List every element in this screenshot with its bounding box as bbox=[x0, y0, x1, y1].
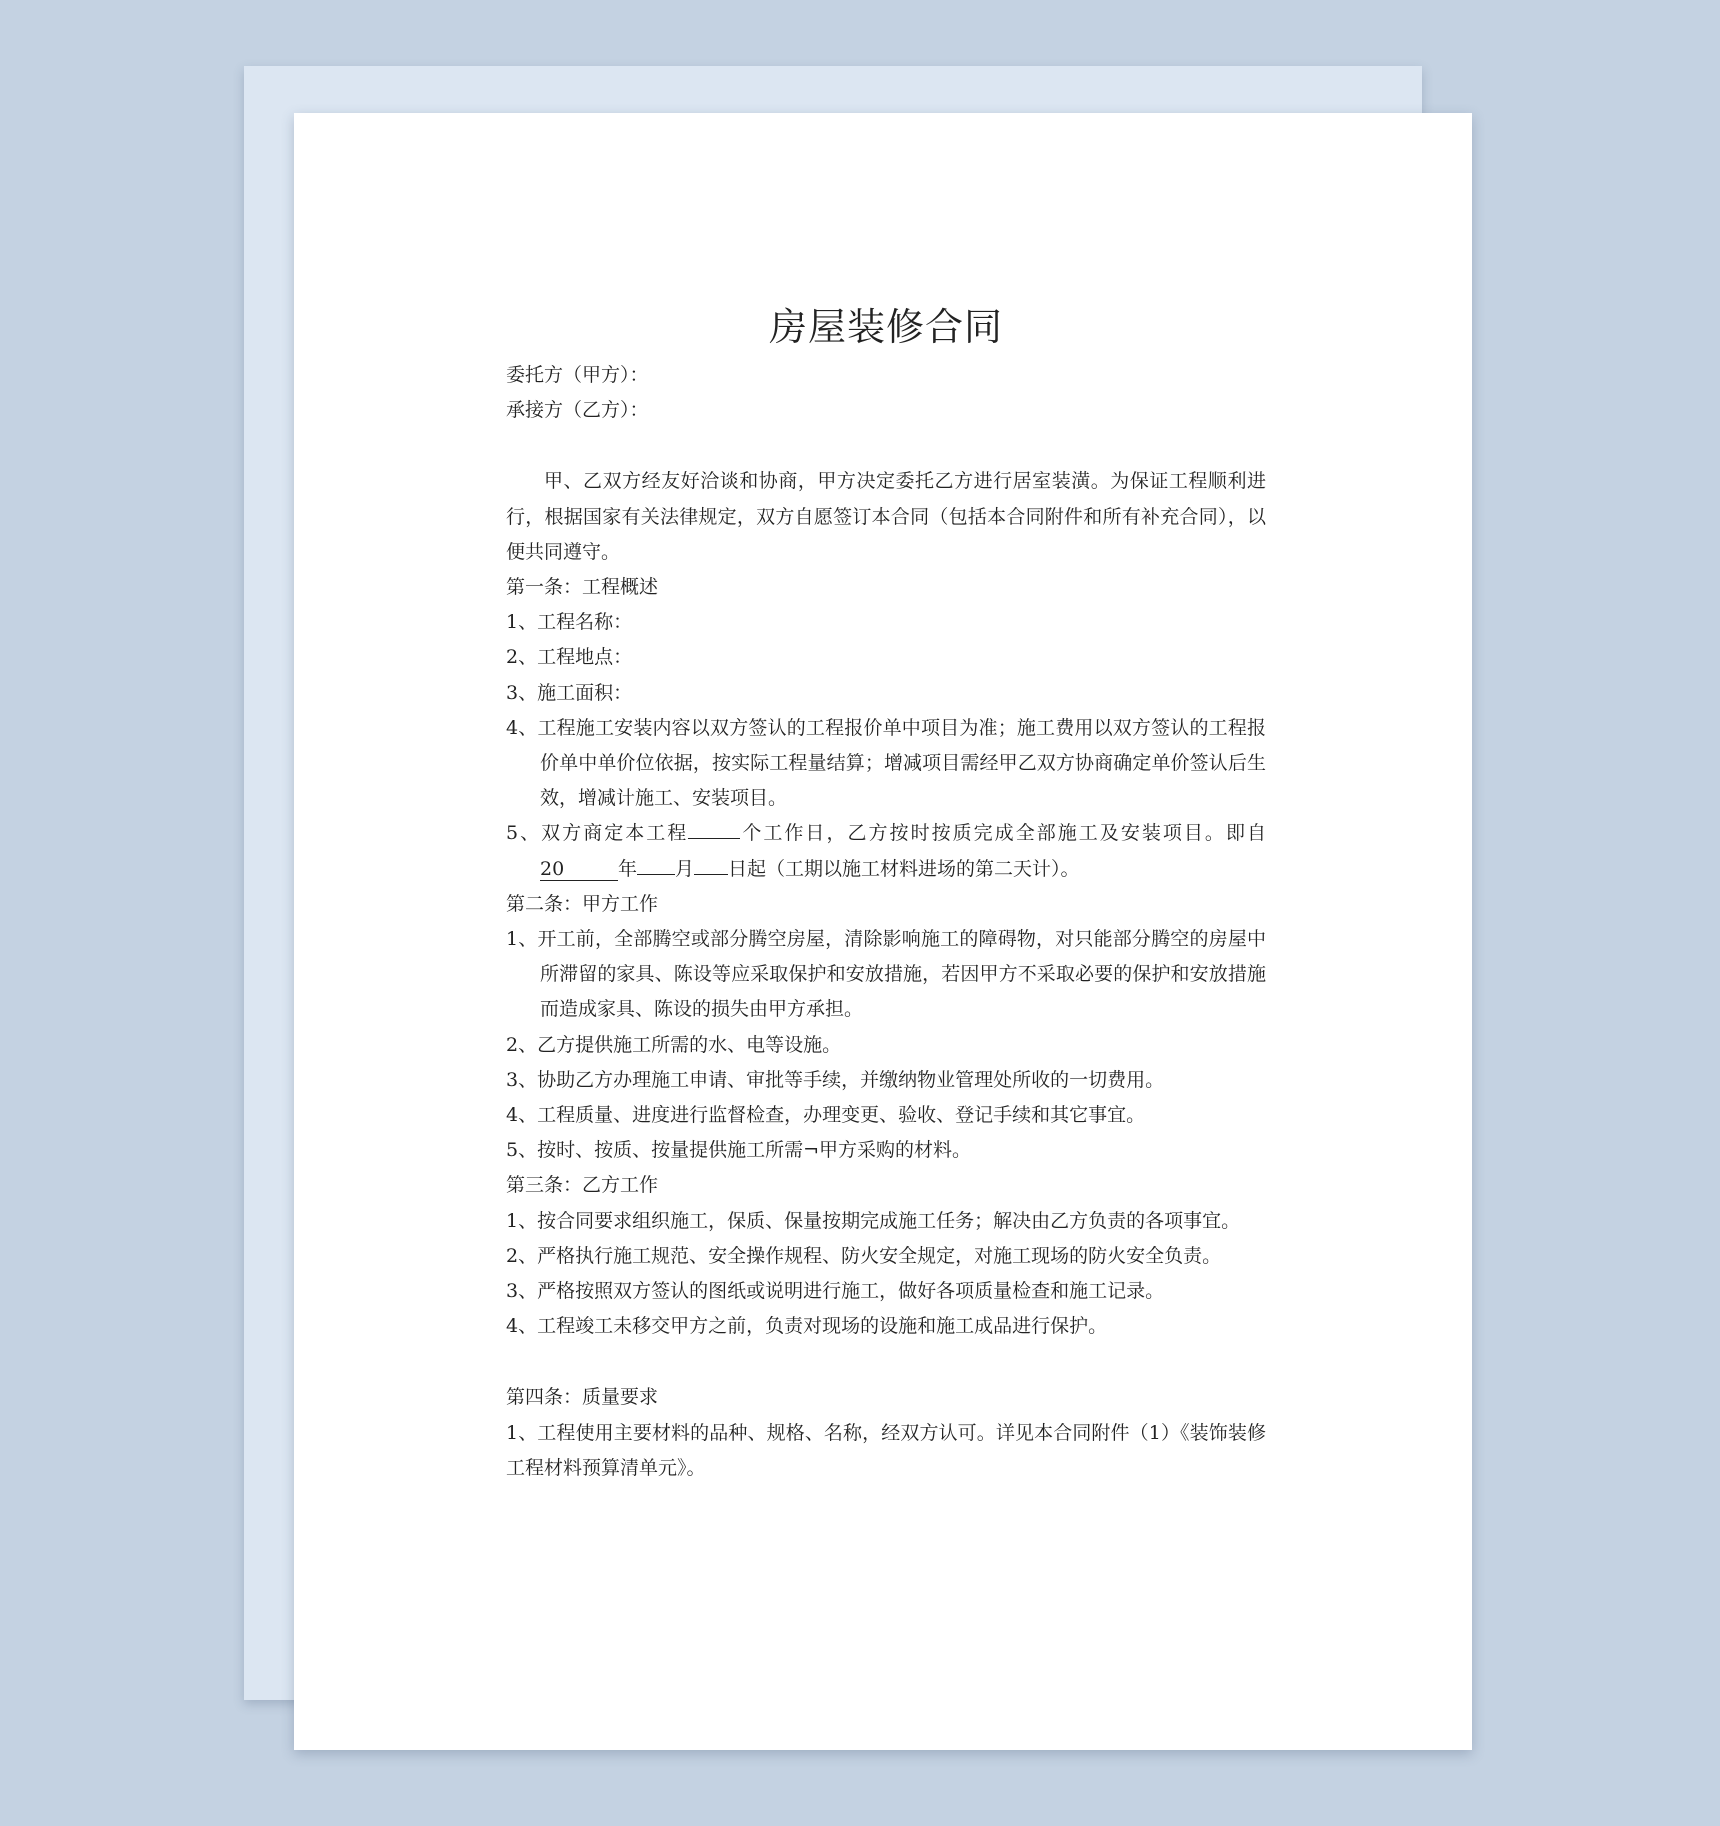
contract-document bbox=[506, 296, 1266, 1486]
article-3-item: 2、严格执行施工规范、安全操作规程、防火安全规定，对施工现场的防火安全负责。 bbox=[506, 1244, 1222, 1267]
article-3-item: 4、工程竣工未移交甲方之前，负责对现场的设施和施工成品进行保护。 bbox=[506, 1315, 1108, 1338]
document-title: 房屋装修合同 bbox=[768, 305, 1003, 349]
article-3-item: 3、严格按照双方签认的图纸或说明进行施工，做好各项质量检查和施工记录。 bbox=[506, 1280, 1165, 1303]
month-blank bbox=[637, 874, 675, 875]
spacer bbox=[506, 1344, 1266, 1380]
party-b-line: 承接方（乙方）： bbox=[506, 399, 649, 422]
item-5-prefix: 5、双方商定本工程 bbox=[506, 822, 689, 845]
article-3-heading: 第三条：乙方工作 bbox=[506, 1174, 659, 1197]
article-2-item: 2、乙方提供施工所需的水、电等设施。 bbox=[506, 1033, 842, 1056]
article-1-item: 2、工程地点： bbox=[506, 646, 633, 669]
work-days-blank bbox=[688, 838, 740, 839]
article-2-item: 3、协助乙方办理施工申请、审批等手续，并缴纳物业管理处所收的一切费用。 bbox=[506, 1068, 1165, 1091]
spacer bbox=[506, 428, 1266, 464]
article-3-item: 1、按合同要求组织施工，保质、保量按期完成施工任务；解决由乙方负责的各项事宜。 bbox=[506, 1209, 1241, 1232]
intro-paragraph: 甲、乙双方经友好洽谈和协商，甲方决定委托乙方进行居室装潢。为保证工程顺利进行，根据国家有关法律规定，双方自愿签订本合同（包括本合同附件和所有补充合同），以便共同遵守。 bbox=[506, 470, 1266, 563]
year-label: 年 bbox=[618, 857, 638, 880]
item-5-suffix: 日起（工期以施工材料进场的第二天计）。 bbox=[728, 857, 1080, 880]
article-1-item-5 bbox=[506, 816, 1266, 886]
article-1-item: 3、施工面积： bbox=[506, 681, 633, 704]
article-2-item: 1、开工前，全部腾空或部分腾空房屋，清除影响施工的障碍物，对只能部分腾空的房屋中所滞留的家具、陈设等应采取保护和安放措施，若因甲方不采取必要的保护和安放措施而造成家具、陈设的损失由甲方承担。 bbox=[506, 928, 1266, 1021]
article-1-heading: 第一条：工程概述 bbox=[506, 576, 659, 599]
item-5-part2: 个工作日，乙方按时按质完成全部施工及安装项目。即自 bbox=[740, 822, 1266, 845]
month-label: 月 bbox=[675, 857, 695, 880]
day-blank bbox=[694, 874, 728, 875]
party-a-line: 委托方（甲方）： bbox=[506, 364, 649, 386]
article-2-item: 4、工程质量、进度进行监督检查，办理变更、验收、登记手续和其它事宜。 bbox=[506, 1104, 1146, 1127]
article-2-heading: 第二条：甲方工作 bbox=[506, 892, 659, 915]
article-1-item: 1、工程名称： bbox=[506, 611, 633, 634]
article-4-heading: 第四条：质量要求 bbox=[506, 1386, 659, 1409]
article-2-item: 5、按时、按质、按量提供施工所需¬甲方采购的材料。 bbox=[506, 1139, 972, 1162]
article-1-item: 4、工程施工安装内容以双方签认的工程报价单中项目为准；施工费用以双方签认的工程报价单中单价位依据，按实际工程量结算；增减项目需经甲乙双方协商确定单价签认后生效，增减计施工、安装项目。 bbox=[506, 716, 1266, 810]
year-blank: 20 bbox=[540, 858, 618, 881]
article-4-item: 1、工程使用主要材料的品种、规格、名称，经双方认可。详见本合同附件（1）《装饰装修工程材料预算清单元》。 bbox=[506, 1421, 1266, 1479]
